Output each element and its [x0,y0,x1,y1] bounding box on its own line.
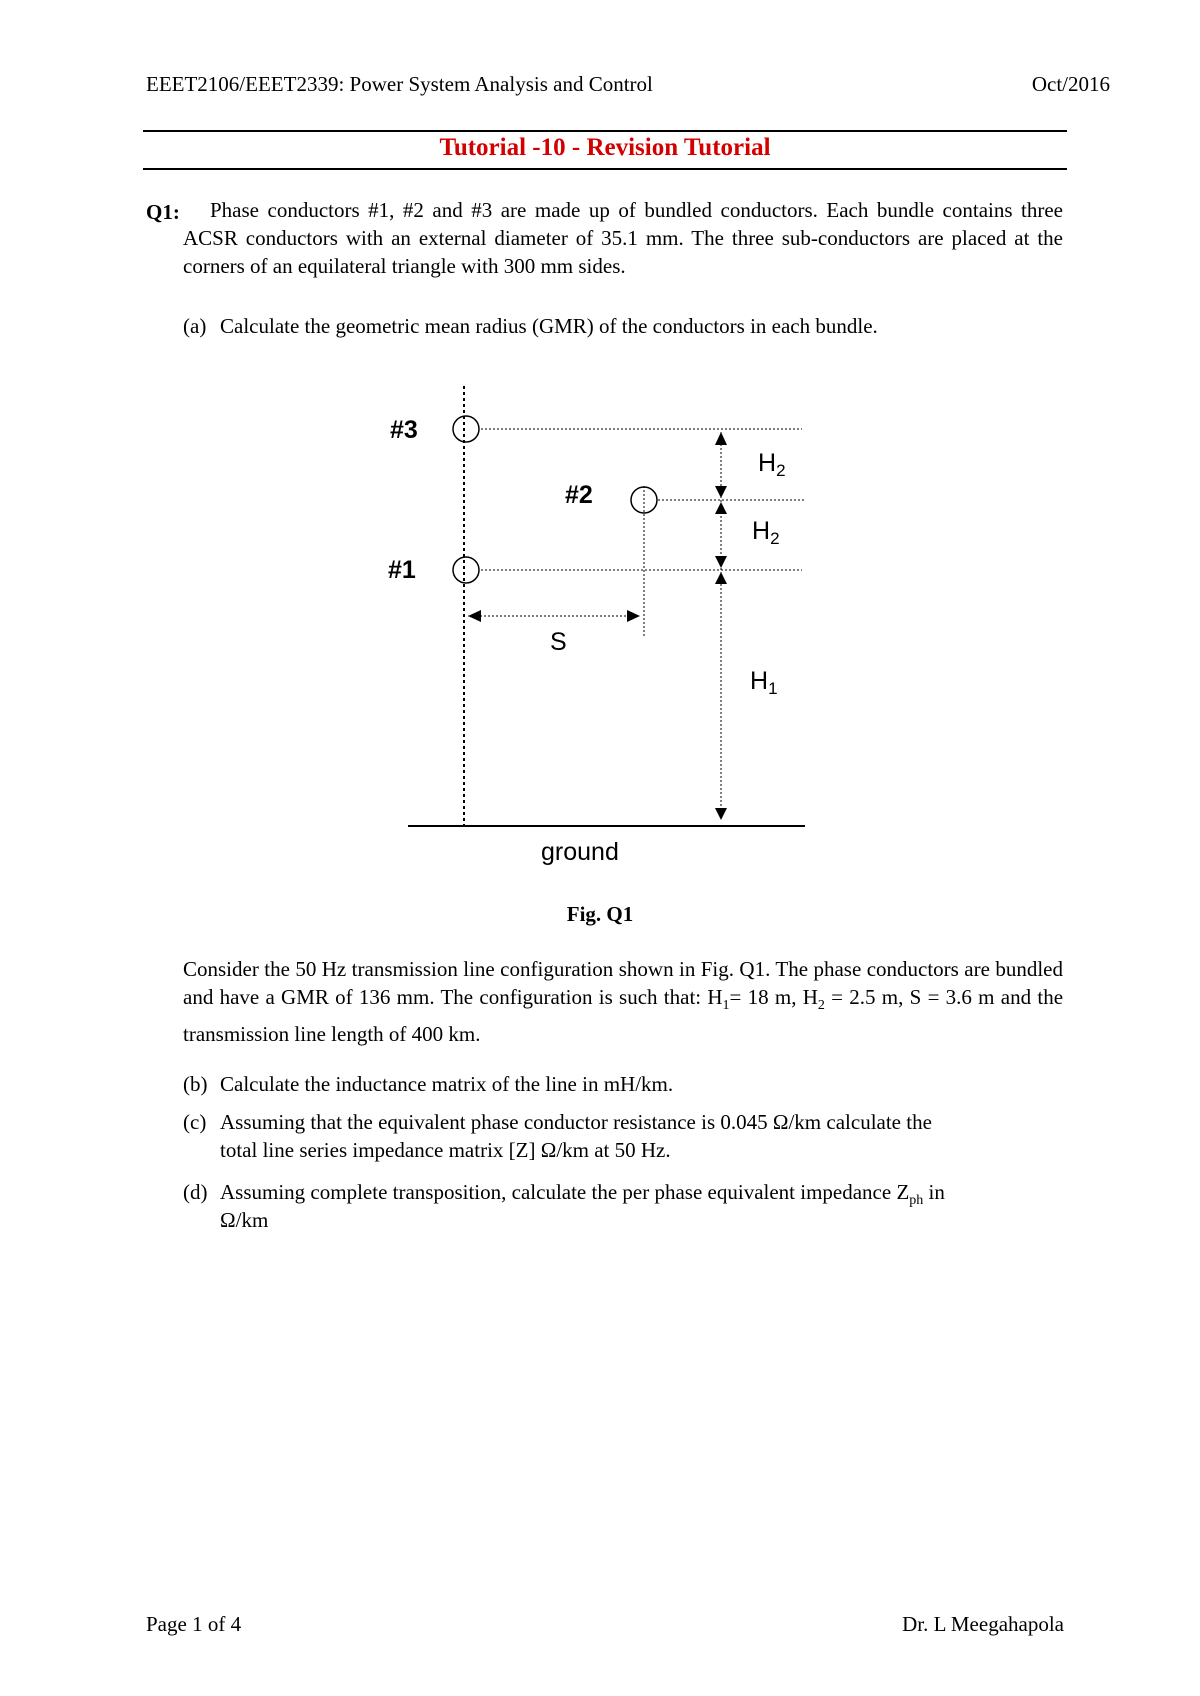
page-title: Tutorial -10 - Revision Tutorial [439,134,771,161]
part-c-line2: total line series impedance matrix [Z] Ω/km at 50 Hz. [220,1138,671,1162]
footer-author: Dr. L Meegahapola [902,1612,1064,1636]
figure-caption: Fig. Q1 [566,902,634,926]
consider-part3: = 2.5 m, S = 3.6 m and the transmission line length of 400 km. [183,985,1064,1047]
part-b-text: Calculate the inductance matrix of the line in mH/km. [220,1072,674,1096]
label-h2-lower-sub: 2 [770,529,780,548]
part-b [183,1070,1063,1100]
label-ground: ground [541,838,619,866]
label-h2-lower [752,517,780,548]
part-d-label: (d) [183,1180,208,1204]
title-rule-top [143,130,1067,132]
label-h2-upper [758,449,786,480]
h2-lower-arrow-top [715,502,727,514]
consider-sub2: 2 [817,998,825,1014]
part-d-sub: ph [909,1193,924,1209]
label-h1 [750,667,778,698]
label-s: S [550,628,567,656]
s-arrow-left [468,610,481,622]
header-course: EEET2106/EEET2339: Power System Analysis and Control [146,72,653,96]
s-arrow-right [627,610,640,622]
part-c [183,1108,1063,1168]
label-conductor-1: #1 [388,556,416,584]
consider-part2: = 18 m, H [729,985,818,1009]
part-d-line1a: Assuming complete transposition, calculate the per phase equivalent impedance Z [220,1180,910,1204]
label-h2-upper-sub: 2 [776,461,786,480]
part-c-line1: Assuming that the equivalent phase conductor resistance is 0.045 Ω/km calculate the [220,1110,932,1134]
part-d [183,1178,1063,1238]
part-d-line1b: in [923,1180,945,1204]
part-d-line1 [220,1178,945,1215]
part-a-label: (a) [183,314,207,338]
label-h1-main: H [750,667,769,695]
part-b-label: (b) [183,1072,208,1096]
label-h2-lower-main: H [752,517,771,545]
h1-arrow-top [715,572,727,584]
consider-paragraph [183,955,1063,1048]
header-date: Oct/2016 [1031,72,1110,96]
part-d-line2: Ω/km [220,1208,269,1232]
part-a [183,312,1063,342]
label-conductor-3: #3 [390,416,418,444]
conductor-1-circle [453,557,479,583]
label-h2-upper-main: H [758,449,777,477]
question-label: Q1: [146,200,180,224]
footer-page: Page 1 of 4 [146,1612,242,1636]
consider-part1: Consider the 50 Hz transmission line configuration shown in Fig. Q1. The phase conductors are bundled and have a GMR of 136 mm. The configuration is such that: H [183,957,1063,1009]
part-c-label: (c) [183,1110,207,1134]
h2-upper-arrow-bottom [715,486,727,498]
label-conductor-2: #2 [565,481,593,509]
title-rule-bottom [143,168,1067,170]
part-a-text: Calculate the geometric mean radius (GMR) of the conductors in each bundle. [220,314,878,338]
question-intro: Phase conductors #1, #2 and #3 are made up of bundled conductors. Each bundle contains three ACSR conductors with an external diameter of 35.1 mm. The three sub-conductors are placed at the corners of an equilateral triangle with 300 mm sides. [183,198,1063,278]
h2-lower-arrow-bottom [715,556,727,568]
consider-sub1: 1 [722,998,730,1014]
figure-q1 [0,370,1200,870]
h2-upper-arrow-top [715,432,727,445]
conductor-3-circle [453,416,479,442]
label-h1-sub: 1 [768,679,778,698]
h1-arrow-bottom [715,808,727,820]
